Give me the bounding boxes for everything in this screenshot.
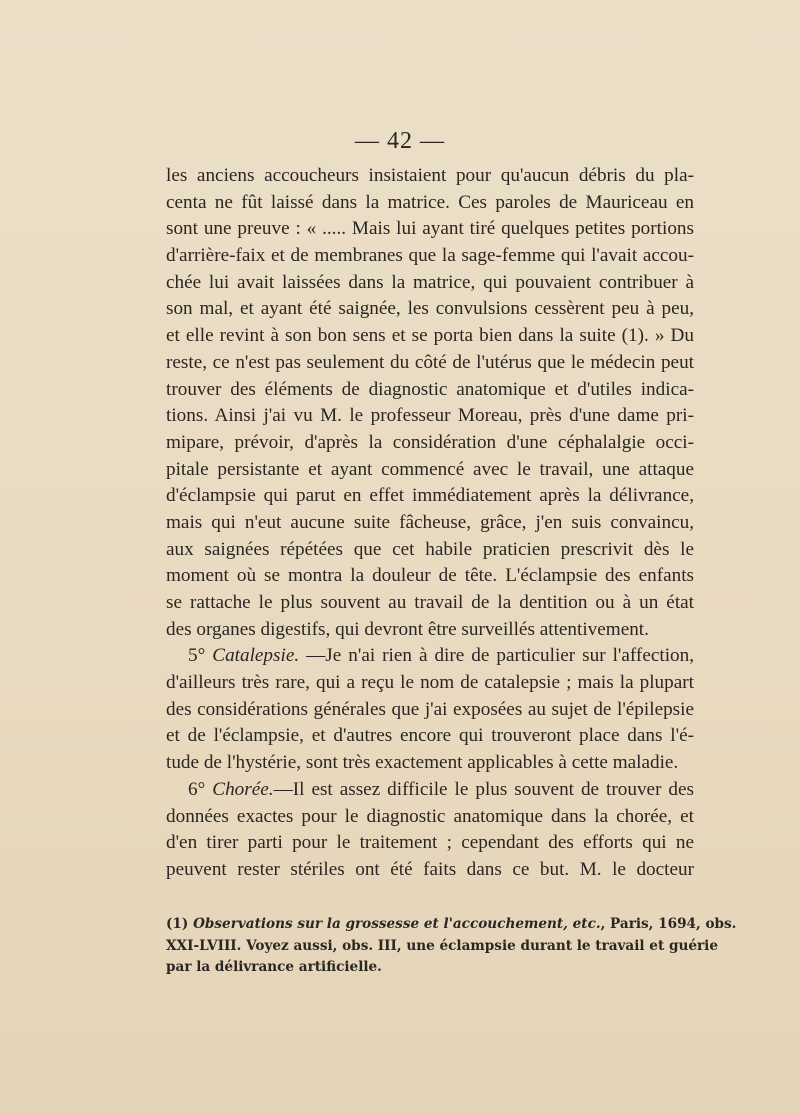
text-line: aux saignées répétées que cet habile praticien prescrivit dès le: [166, 538, 694, 560]
text-line: se rattache le plus souvent au travail de la dentition ou à un état: [166, 592, 694, 613]
text-line: et elle revint à son bon sens et se porta bien dans la suite (1). » Du: [166, 325, 694, 347]
text-fragment: —Il est assez difficile le plus souvent de trouver des: [273, 778, 694, 800]
text-line: sont une preuve : « ..... Mais lui ayant tiré quelques petites portions: [166, 218, 694, 240]
text-line: centa ne fût laissé dans la matrice. Ces paroles de Mauriceau en: [166, 191, 694, 213]
text-line: d'arrière-faix et de membranes que la sage-femme qui l'avait accou-: [166, 245, 694, 267]
section-number: 5°: [188, 645, 206, 667]
footnote-text: , Paris, 1694, obs.: [600, 916, 737, 932]
footnote-line: par la délivrance artificielle.: [166, 959, 382, 975]
footnote-marker: (1): [166, 916, 189, 932]
text-line: d'ailleurs très rare, qui a reçu le nom de catalepsie ; mais la plupart: [166, 672, 694, 694]
text-line: mais qui n'eut aucune suite fâcheuse, grâce, j'en suis convaincu,: [166, 511, 694, 533]
text-fragment: —Je n'ai rien à dire de particulier sur l'affection,: [299, 645, 695, 667]
text-line: moment où se montra la douleur de tête. L'éclampsie des enfants: [166, 565, 694, 587]
text-line: tions. Ainsi j'ai vu M. le professeur Moreau, près d'une dame pri-: [166, 405, 694, 427]
text-line: tude de l'hystérie, sont très exactement applicables à cette maladie.: [166, 752, 679, 774]
text-line: son mal, et ayant été saignée, les convulsions cessèrent peu à peu,: [166, 298, 694, 320]
footnote: [166, 914, 737, 979]
text-line: d'éclampsie qui parut en effet immédiatement après la délivrance,: [166, 485, 694, 507]
paragraph-catalepsie-first-line: [166, 643, 694, 670]
text-line: peuvent rester stériles ont été faits dans ce but. M. le docteur: [166, 858, 694, 880]
text-line: chée lui avait laissées dans la matrice, qui pouvaient contribuer à: [166, 271, 694, 293]
page-number: — 42 —: [355, 128, 445, 154]
paragraph-choree-first-line: [166, 777, 694, 804]
text-line: des organes digestifs, qui devront être surveillés attentivement.: [166, 618, 649, 640]
text-line: trouver des éléments de diagnostic anatomique et d'utiles indica-: [166, 378, 694, 400]
section-title: Chorée.: [212, 778, 274, 800]
text-line: reste, ce n'est pas seulement du côté de l'utérus que le médecin peut: [166, 351, 694, 373]
section-number: 6°: [188, 778, 206, 800]
footnote-line: XXI-LVIII. Voyez aussi, obs. III, une éclampsie durant le travail et guérie: [166, 937, 718, 954]
footnote-line: [166, 914, 737, 936]
body-text: [166, 163, 694, 884]
text-line: données exactes pour le diagnostic anatomique dans la chorée, et: [166, 805, 694, 827]
footnote-citation-title: Observations sur la grossesse et l'accouchement, etc.: [193, 916, 601, 932]
text-line: et de l'éclampsie, et d'autres encore qui trouveront place dans l'é-: [166, 725, 694, 747]
text-line: des considérations générales que j'ai exposées au sujet de l'épilepsie: [166, 698, 694, 720]
text-line: mipare, prévoir, d'après la considération d'une céphalalgie occi-: [166, 431, 694, 453]
text-line: pitale persistante et ayant commencé avec le travail, une attaque: [166, 458, 694, 480]
text-line: les anciens accoucheurs insistaient pour qu'aucun débris du pla-: [166, 165, 694, 186]
section-title: Catalepsie.: [212, 645, 300, 667]
text-line: d'en tirer parti pour le traitement ; cependant des efforts qui ne: [166, 832, 694, 854]
